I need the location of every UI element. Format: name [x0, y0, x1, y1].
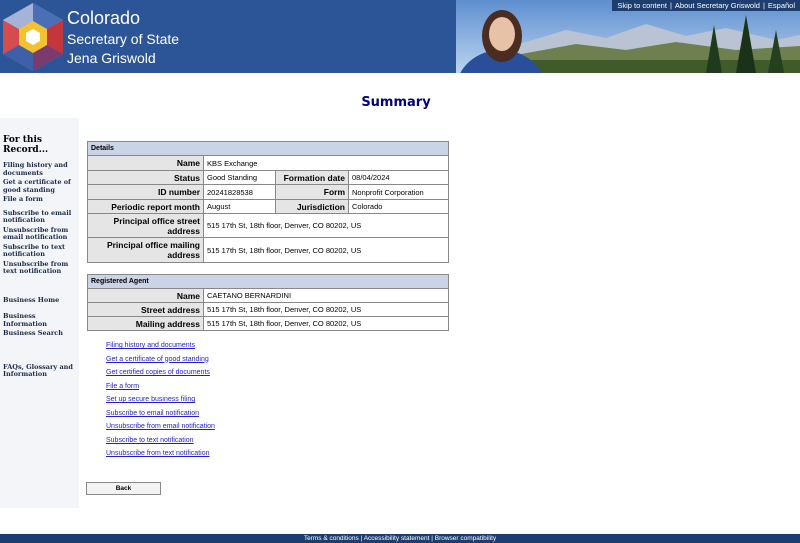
agent-mailing-label: Mailing address [88, 317, 204, 331]
periodic-report-label: Periodic report month [88, 200, 204, 214]
footer-separator: | [360, 535, 364, 542]
link-secure-business-filing[interactable]: Set up secure business filing [106, 396, 196, 403]
sidebar-business-information[interactable]: Business Information [3, 312, 47, 328]
sidebar-filing-history[interactable]: Filing history and documents [3, 161, 68, 177]
link-certified-copies[interactable]: Get certified copies of documents [106, 369, 210, 376]
details-table [87, 141, 449, 263]
jurisdiction-label: Jurisdiction [276, 200, 349, 214]
agent-street-value: 515 17th St, 18th floor, Denver, CO 80202, US [204, 303, 449, 317]
status-value: Good Standing [204, 171, 276, 185]
sidebar-unsubscribe-email[interactable]: Unsubscribe from email notification [3, 225, 69, 241]
link-unsubscribe-email[interactable]: Unsubscribe from email notification [106, 423, 215, 430]
link-unsubscribe-text[interactable]: Unsubscribe from text notification [106, 450, 210, 457]
colorado-sos-logo[interactable] [3, 3, 63, 71]
footer-separator: | [431, 535, 435, 542]
link-subscribe-text[interactable]: Subscribe to text notification [106, 436, 194, 444]
periodic-report-value: August [204, 200, 276, 214]
accessibility-link[interactable]: Accessibility statement [363, 535, 430, 542]
agent-name-value: CAETANO BERNARDINI [204, 289, 449, 303]
jurisdiction-value: Colorado [349, 200, 449, 214]
id-number-label: ID number [88, 185, 204, 200]
page-title: Summary [361, 95, 431, 110]
sidebar-unsubscribe-text[interactable]: Unsubscribe from text notification [3, 259, 69, 275]
registered-agent-table [87, 274, 449, 331]
sidebar-subscribe-email[interactable]: Subscribe to email notification [3, 208, 72, 224]
sidebar-file-form[interactable]: File a form [3, 195, 43, 203]
espanol-link[interactable]: Español [767, 1, 795, 10]
about-secretary-link[interactable]: About Secretary Griswold [674, 1, 760, 10]
link-certificate-good-standing[interactable]: Get a certificate of good standing [106, 355, 209, 363]
terms-link[interactable]: Terms & conditions [303, 535, 359, 542]
details-header: Details [88, 142, 449, 156]
agent-mailing-value: 515 17th St, 18th floor, Denver, CO 80202, US [204, 317, 449, 331]
principal-mailing-label: Principal office mailing address [88, 238, 204, 263]
sidebar-subscribe-text[interactable]: Subscribe to text notification [3, 242, 66, 258]
header-office: Secretary of State [67, 31, 180, 47]
browser-compatibility-link[interactable]: Browser compatibility [434, 535, 497, 542]
sidebar-heading: For this Record... [3, 135, 49, 155]
formation-date-value: 08/04/2024 [349, 171, 449, 185]
name-label: Name [88, 156, 204, 171]
principal-mailing-value: 515 17th St, 18th floor, Denver, CO 80202, US [204, 238, 449, 263]
principal-street-label: Principal office street address [88, 214, 204, 238]
agent-header: Registered Agent [88, 275, 449, 289]
id-number-value: 20241828538 [204, 185, 276, 200]
site-footer [0, 534, 800, 543]
link-subscribe-email[interactable]: Subscribe to email notification [106, 409, 199, 417]
sidebar-faqs[interactable]: FAQs, Glossary and Information [3, 362, 73, 378]
header-official-name: Jena Griswold [67, 50, 156, 66]
skip-to-content-link[interactable]: Skip to content [617, 1, 667, 10]
formation-date-label: Formation date [276, 171, 349, 185]
site-header [0, 0, 800, 73]
top-utility-links: Skip to content | About Secretary Griswold | Español [612, 0, 800, 11]
agent-name-label: Name [88, 289, 204, 303]
name-value: KBS Exchange [204, 156, 449, 171]
form-value: Nonprofit Corporation [349, 185, 449, 200]
link-filing-history[interactable]: Filing history and documents [106, 342, 196, 349]
sidebar-business-search[interactable]: Business Search [3, 329, 63, 337]
sidebar-business-home[interactable]: Business Home [3, 295, 60, 304]
header-state: Colorado [67, 8, 141, 28]
agent-street-label: Street address [88, 303, 204, 317]
status-label: Status [88, 171, 204, 185]
link-file-form[interactable]: File a form [106, 382, 140, 390]
principal-street-value: 515 17th St, 18th floor, Denver, CO 80202, US [204, 214, 449, 238]
record-links [106, 340, 215, 462]
back-button[interactable]: Back [86, 482, 161, 495]
sidebar-certificate[interactable]: Get a certificate of good standing [3, 178, 71, 194]
sidebar [0, 118, 79, 508]
form-label: Form [276, 185, 349, 200]
